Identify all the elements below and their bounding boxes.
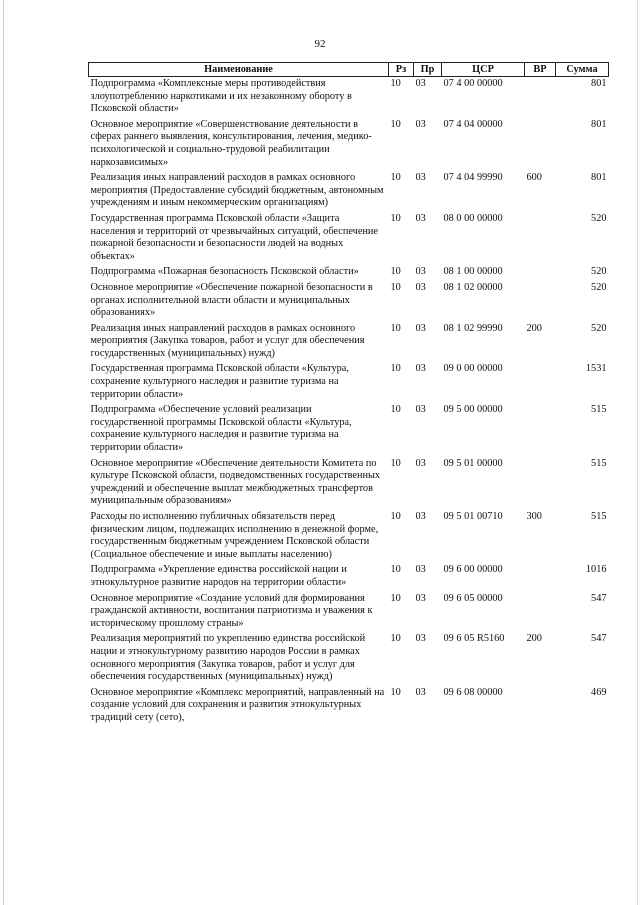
scan-edge-left (3, 0, 4, 905)
cell-csr: 07 4 04 99990 (443, 172, 503, 184)
cell-name: Основное мероприятие «Создание условий для формирования гражданской активности, воспитания патриотизма и уважения к историческому прошлому страны» (90, 592, 373, 629)
scan-edge-right (637, 0, 638, 905)
cell-name: Государственная программа Псковской области «Культура, сохранение культурного наследия и развитие туризма на территории области» (90, 363, 349, 400)
cell-pr: 03 (415, 686, 426, 698)
cell-pr: 03 (415, 457, 426, 469)
table-row (89, 686, 609, 727)
cell-rz: 10 (390, 511, 401, 522)
budget-table (88, 62, 609, 727)
cell-csr: 08 1 02 99990 (443, 322, 503, 334)
cell-vr: 600 (526, 172, 542, 184)
header-csr: ЦСР (442, 63, 525, 77)
cell-name: Подпрограмма «Пожарная безопасность Псковской области» (90, 266, 359, 278)
header-pr: Пр (414, 63, 442, 77)
cell-sum: 515 (591, 511, 607, 522)
cell-sum: 520 (591, 266, 607, 278)
table-row (89, 281, 609, 322)
cell-name: Реализация мероприятий по укреплению единства российской нации и этнокультурному развитию народов России в рамках основного мероприятия (Закупка товаров, работ и услуг для обеспечения государственных (муниципальных) нужд) (90, 633, 366, 683)
cell-csr: 08 0 00 00000 (443, 212, 503, 224)
table-row (89, 563, 609, 591)
table-row (89, 118, 609, 171)
cell-rz: 10 (390, 118, 401, 130)
cell-rz: 10 (390, 78, 401, 89)
table-row (89, 403, 609, 456)
cell-vr (525, 686, 556, 727)
cell-vr (525, 212, 556, 265)
table-row (89, 212, 609, 265)
cell-csr: 08 1 00 00000 (443, 266, 503, 278)
cell-name: Государственная программа Псковской области «Защита населения и территорий от чрезвычайных ситуаций, обеспечение пожарной безопасности и безопасности людей на водных объектах» (90, 212, 378, 262)
cell-sum: 520 (591, 322, 607, 334)
table-row (89, 171, 609, 212)
cell-pr: 03 (415, 266, 426, 278)
cell-rz: 10 (390, 564, 401, 576)
table-body (89, 77, 609, 727)
cell-name: Основное мероприятие «Комплекс мероприятий, направленный на создание условий для сохранения и развития этнокультурных традиций сету (сето), (90, 686, 385, 723)
cell-pr: 03 (415, 633, 426, 645)
cell-name: Подпрограмма «Обеспечение условий реализации государственной программы Псковской области «Культура, сохранение культурного наследия и развитие туризма на территории области» (90, 404, 352, 454)
cell-rz: 10 (390, 404, 401, 416)
cell-sum: 1016 (585, 564, 607, 576)
cell-rz: 10 (390, 363, 401, 375)
cell-vr (525, 118, 556, 171)
cell-pr: 03 (415, 592, 426, 604)
cell-csr: 09 5 00 00000 (443, 404, 503, 416)
cell-sum: 547 (591, 633, 607, 645)
cell-vr (525, 563, 556, 591)
cell-vr (525, 403, 556, 456)
cell-pr: 03 (415, 212, 426, 224)
page-number: 92 (314, 38, 326, 50)
cell-name: Расходы по исполнению публичных обязательств перед физическим лицом, подлежащих исполнению в денежной форме, государственным бюджетным учреждением Псковской области (Социальное обеспечение и иные выплаты населению) (90, 511, 379, 560)
cell-pr: 03 (415, 511, 426, 522)
cell-sum: 547 (591, 592, 607, 604)
cell-csr: 07 4 04 00000 (443, 118, 503, 130)
cell-pr: 03 (415, 363, 426, 375)
cell-name: Реализация иных направлений расходов в рамках основного мероприятия (Предоставление субсидий бюджетным, автономным учреждениям и иным некоммерческим организациям) (90, 172, 384, 209)
cell-csr: 09 0 00 00000 (443, 363, 503, 375)
cell-name: Основное мероприятие «Обеспечение пожарной безопасности в органах исполнительной власти области и муниципальных образованиях» (90, 281, 373, 319)
cell-rz: 10 (390, 633, 401, 645)
header-name: Наименование (89, 63, 389, 77)
cell-rz: 10 (390, 592, 401, 604)
cell-vr (525, 77, 556, 118)
table-row (89, 457, 609, 510)
header-vr: ВР (525, 63, 556, 77)
cell-sum: 1531 (585, 363, 607, 375)
cell-rz: 10 (390, 686, 401, 698)
cell-vr: 200 (526, 322, 542, 334)
cell-name: Основное мероприятие «Обеспечение деятельности Комитета по культуре Псковской области, подведомственных государственных учреждений и обеспечение выплат межбюджетных трансфертов муниципальным образованиям» (90, 457, 381, 507)
header-row (89, 63, 609, 77)
table-row (89, 362, 609, 403)
cell-vr (525, 592, 556, 633)
cell-sum: 801 (591, 78, 607, 89)
cell-vr: 200 (526, 633, 542, 645)
cell-sum: 520 (591, 212, 607, 224)
cell-sum: 515 (591, 404, 607, 416)
cell-pr: 03 (415, 118, 426, 130)
cell-vr (525, 265, 556, 281)
cell-rz: 10 (390, 212, 401, 224)
cell-csr: 09 6 05 00000 (443, 592, 503, 604)
table-row (89, 265, 609, 281)
cell-pr: 03 (415, 404, 426, 416)
cell-sum: 801 (591, 118, 607, 130)
cell-csr: 09 6 05 R5160 (443, 633, 505, 645)
cell-vr (525, 362, 556, 403)
table-row (89, 77, 609, 118)
table-row (89, 632, 609, 685)
header-rz: Рз (389, 63, 414, 77)
cell-csr: 07 4 00 00000 (443, 78, 503, 89)
table-header (89, 63, 609, 77)
cell-rz: 10 (390, 281, 401, 293)
cell-pr: 03 (415, 564, 426, 576)
cell-vr: 300 (526, 511, 542, 522)
table-row (89, 510, 609, 563)
cell-pr: 03 (415, 172, 426, 184)
cell-vr (525, 281, 556, 322)
cell-pr: 03 (415, 281, 426, 293)
cell-name: Основное мероприятие «Совершенствование деятельности в сферах раннего выявления, консультирования, лечения, медико-психологической и социально-трудовой реабилитации наркозависимых» (90, 118, 372, 168)
cell-sum: 515 (591, 457, 607, 469)
cell-sum: 469 (591, 686, 607, 698)
cell-name: Подпрограмма «Комплексные меры противодействия злоупотреблению наркотиками и их незаконному обороту в Псковской области» (90, 78, 352, 115)
cell-pr: 03 (415, 78, 426, 89)
cell-csr: 09 5 01 00000 (443, 457, 503, 469)
cell-rz: 10 (390, 457, 401, 469)
cell-csr: 09 6 00 00000 (443, 564, 503, 576)
table-row (89, 322, 609, 363)
cell-sum: 520 (591, 281, 607, 293)
cell-name: Подпрограмма «Укрепление единства российской нации и этнокультурное развитие народов на территории области» (90, 564, 347, 588)
cell-rz: 10 (390, 322, 401, 334)
header-sum: Сумма (556, 63, 609, 77)
cell-csr: 08 1 02 00000 (443, 281, 503, 293)
cell-rz: 10 (390, 266, 401, 278)
cell-sum: 801 (591, 172, 607, 184)
cell-csr: 09 5 01 00710 (443, 511, 503, 522)
table-row (89, 592, 609, 633)
cell-vr (525, 457, 556, 510)
cell-csr: 09 6 08 00000 (443, 686, 503, 698)
cell-pr: 03 (415, 322, 426, 334)
cell-rz: 10 (390, 172, 401, 184)
cell-name: Реализация иных направлений расходов в рамках основного мероприятия (Закупка товаров, работ и услуг для обеспечения государственных (муниципальных) нужд) (90, 322, 365, 359)
